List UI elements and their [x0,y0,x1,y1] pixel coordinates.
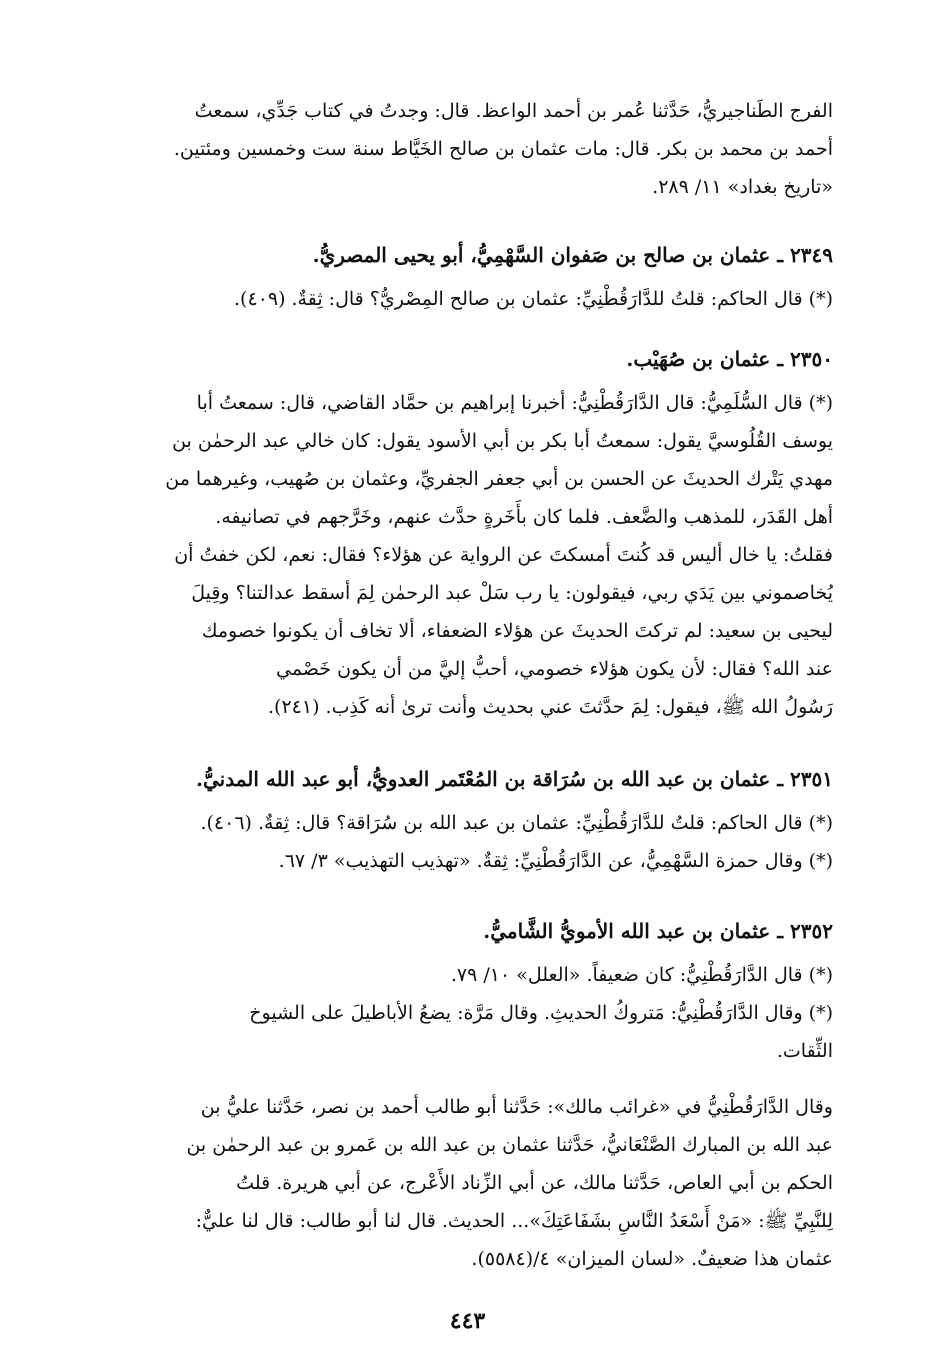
text-line: عبد الله بن المبارك الصَّنْعَانيُّ، حَدَّثنا عثمان بن عبد الله بن عَمرو بن عبد الرحمٰن بن [186,1134,833,1156]
entry-heading-2349: ٢٣٤٩ ـ عثمان بن صالح بن صَفوان السَّهْمِيُّ، أبو يحيى المصريُّ. [312,243,833,267]
text-line: ليحيى بن سعيد: لم تركتَ الحديثَ عن هؤلاء الضعفاء، ألا تخاف أن يكونوا خصومك [201,620,833,642]
text-line: وقال الدَّارَقُطْنِيُّ في «غرائب مالك»: حَدَّثنا أبو طالب أحمد بن نصر، حَدَّثنا عليُّ بن [200,1096,833,1118]
text-line: (*) وقال حمزة السَّهْمِيُّ، عن الدَّارَقُطْنِيِّ: ثِقةٌ. «تهذيب التهذيب» ٣/ ٦٧. [278,850,833,872]
text-line: أهل القَدَر، للمذهب والضَّعف. فلما كان بأَخَرةٍ حدَّث عنهم، وخَرَّجهم في تصانيفه. [215,506,833,528]
entry-paragraph-2352 [96,1088,833,1278]
text-line: «تاريخ بغداد» ١١/ ٢٨٩. [652,176,833,198]
text-line: فقلتُ: يا خال أليس قد كُنتَ أمسكتَ عن الرواية عن هؤلاء؟ فقال: نعم، لكن خفتُ أن [174,544,833,566]
text-line: الفرج الطَناجيريُّ، حَدَّثنا عُمر بن أحمد الواعظ. قال: وجدتُ في كتاب جَدِّي، سمعتُ [194,100,833,122]
entry-text-2351 [96,804,833,880]
text-line: أحمد بن محمد بن بكر. قال: مات عثمان بن صالح الخَيَّاط سنة ست وخمسين ومئتين. [173,138,833,160]
text-line: يُخاصموني بين يَدَي ربي، فيقولون: يا رب سَلْ عبد الرحمٰن لِمَ أسقط عدالتنا؟ وقِيلَ [191,582,833,604]
text-line: (*) قال الحاكم: قلتُ للدَّارَقُطْنِيِّ: عثمان بن عبد الله بن سُرَاقة؟ قال: ثِقةٌ. (٤٠٦). [200,812,833,834]
text-line: رَسُولُ الله ﷺ، فيقول: لِمَ حدَّثتَ عني بحديث وأنت ترىٰ أنه كَذِب. (٢٤١). [268,696,833,718]
text-line: (*) قال السُّلَمِيُّ: قال الدَّارَقُطْنِيُّ: أخبرنا إبراهيم بن حمَّاد القاضي، قال: سمعتُ أبا [196,392,833,414]
text-line: (*) قال الدَّارَقُطْنِيُّ: كان ضعيفاً. «العلل» ١٠/ ٧٩. [450,964,833,986]
text-line: (*) قال الحاكم: قلتُ للدَّارَقُطْنِيِّ: عثمان بن صالح المِصْريُّ؟ قال: ثِقةٌ. (٤٠٩). [233,288,833,310]
entry-heading-2350: ٢٣٥٠ ـ عثمان بن صُهَيْب. [626,347,833,371]
entry-heading-2352: ٢٣٥٢ ـ عثمان بن عبد الله الأمويُّ الشَّاميُّ. [483,919,833,943]
text-line: لِلنَّبِيِّ ﷺ: «مَنْ أَسْعَدُ النَّاسِ بشَفَاعَتِكَ»... الحديث. قال لنا أبو طالب: قال لنا عليٌّ: [195,1210,833,1232]
text-line: الثِّقات. [776,1040,833,1062]
intro-paragraph [96,92,833,206]
entry-text-2352 [96,956,833,1070]
entry-text-2349 [96,280,833,318]
text-line: مهدي يَتْرك الحديثَ عن الحسن بن أبي جعفر الجفريِّ، وعثمان بن صُهيب، وغيرهما من [165,468,833,490]
entry-heading-2351: ٢٣٥١ ـ عثمان بن عبد الله بن سُرَاقة بن المُعْتَمر العدويُّ، أبو عبد الله المدنيُّ. [196,767,833,791]
text-line: عثمان هذا ضعيفٌ. «لسان الميزان» ٤/(٥٥٨٤). [471,1248,833,1270]
text-line: الحكم بن أبي العاص، حَدَّثنا مالك، عن أبي الزِّناد الأَعْرج، عن أبي هريرة. قلتُ [236,1172,833,1194]
entry-text-2350 [96,384,833,726]
text-line: (*) وقال الدَّارَقُطْنِيُّ: مَتروكُ الحديثِ. وقال مَرَّة: يضعُ الأباطيلَ على الشيوخ [249,1002,833,1024]
text-line: عند الله؟ فقال: لأن يكون هؤلاء خصومي، أحبُّ إليَّ من أن يكون خَصْمي [275,658,833,680]
page-number: ٤٤٣ [449,1308,486,1334]
text-line: يوسف القُلُوسيَّ يقول: سمعتُ أبا بكر بن أبي الأسود يقول: كان خالي عبد الرحمٰن بن [172,430,833,452]
